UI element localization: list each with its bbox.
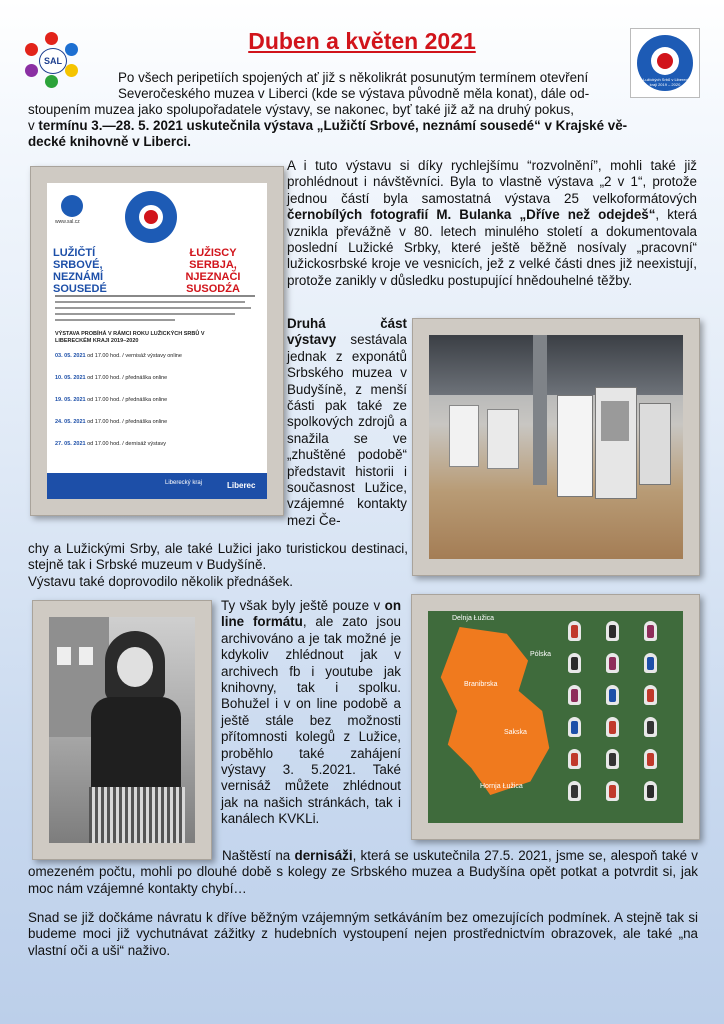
poster-program-date: 19. 05. 2021 <box>55 397 88 403</box>
page-title: Duben a květen 2021 <box>248 28 476 54</box>
intro-prefix: v <box>28 118 39 133</box>
poster-program <box>55 353 225 463</box>
poster-program-row <box>55 397 225 404</box>
poster-footer-right: Liberec <box>227 481 256 490</box>
exhibition-image <box>429 335 683 559</box>
costume-figure <box>644 781 657 801</box>
section-6-text: Snad se již dočkáme návratu k dříve běžným vzájemným setkáváním bez omezujících podmínek. A stejně tak si budeme moci již vychutnávat zážitky z hudebních vystoupení nejen prostřednictvím obrazovek, ale také „na vlastní oči a uši“ naživo. <box>28 910 698 958</box>
poster-website: www.sal.cz <box>55 219 80 225</box>
map-label-bottom: Hornja Łužica <box>480 783 523 790</box>
s3-text-3: chy a Lužickými Srby, ale také Lužici jako turistickou destinaci, stejně tak i Srbské muzeum v Budyšíně. <box>28 541 408 573</box>
poster-program-text: od 17.00 hod. / vernisáž výstavy online <box>87 353 182 359</box>
costume-figure <box>606 717 619 737</box>
costume-figure <box>606 749 619 769</box>
poster-rok-logo <box>125 191 177 243</box>
portrait-photo <box>32 600 212 860</box>
s5-text-3: , která se uskutečnila 27.5. 2021, jsme se, alespoň také v omezeném počtu, mohli po dlouhé době s kolegy ze Srbského muzea a Budyšína opět potkat a potvrdit si, jak moc nám vzájemné kontakty chybí… <box>28 848 699 896</box>
poster-sal-logo-icon <box>61 195 83 217</box>
poster-program-date: 03. 05. 2021 <box>55 353 88 359</box>
poster-program-text: od 17.00 hod. / přednáška online <box>87 397 168 403</box>
portrait-image <box>49 617 195 843</box>
poster-program-text: od 17.00 hod. / dernisáž výstavy <box>87 441 167 447</box>
costume-figures <box>564 617 680 817</box>
s4-text-3: , ale zato jsou archivováno a je tak možné je kdykoliv zhlédnout jak v archivech fb i youtube jak knihovny, tak i spolku. Bohužel i v on line podobě a ještě stále bez možnosti přítomnosti kolegů z Lužice, proběhlo také zahájení výstavy 3. 5.2021. Také vernisáž můžete zhlédnout jak na našich stránkách, tak i kanálech KVKLi. <box>221 614 401 827</box>
costume-figure <box>568 621 581 641</box>
poster-program-row <box>55 353 225 360</box>
poster-program-text: od 17.00 hod. / přednáška online <box>87 419 168 425</box>
poster-program-row <box>55 419 225 426</box>
intro-bold: termínu 3.—28. 5. 2021 uskutečnila výstava „Lužičtí Srbové, neznámí sousedé“ v Krajské vě- <box>38 118 628 133</box>
s5-text-1: Naštěstí na <box>222 848 295 863</box>
intro-line-3: stoupením muzea jako spolupořadatele výstavy, se nakonec, byť také již až na druhý pokus, <box>28 102 574 117</box>
map-photo <box>411 594 700 840</box>
poster-title-cz: LUŽIČTÍ SRBOVÉ, NEZNÁMÍ SOUSEDÉ <box>53 247 107 295</box>
s3-text-4: Výstavu také doprovodilo několik přednášek. <box>28 573 293 589</box>
s4-text-1: Ty však byly ještě pouze v <box>221 598 385 613</box>
costume-figure <box>606 685 619 705</box>
s3-bold: Druhá část výstavy <box>287 316 407 348</box>
poster-program-row <box>55 375 225 382</box>
costume-figure <box>606 653 619 673</box>
poster-footer-mid: Liberecký kraj <box>165 480 203 486</box>
section-4-text <box>221 598 401 828</box>
costume-figure <box>644 749 657 769</box>
intro-line-4 <box>28 118 718 134</box>
exhibition-photo <box>412 318 700 576</box>
intro-bold-2: decké knihovně v Liberci. <box>28 134 191 149</box>
poster-footer <box>47 473 267 499</box>
intro-line-5 <box>28 134 708 150</box>
map-label-pl: Pólska <box>530 651 552 658</box>
costume-figure <box>644 621 657 641</box>
section-5-text <box>28 848 698 897</box>
costume-figure <box>568 781 581 801</box>
costume-figure <box>568 749 581 769</box>
poster-program-date: 24. 05. 2021 <box>55 419 88 425</box>
section-3-cont <box>28 541 408 590</box>
s4-bold: on line formátu <box>221 598 401 630</box>
poster-subtitle: VÝSTAVA PROBÍHÁ V RÁMCI ROKU LUŽICKÝCH SRBŮ V LIBERECKÉM KRAJI 2019–2020 <box>55 331 205 344</box>
logo-dot-yellow <box>65 64 78 77</box>
s3-text-2: sestávala jednak z exponátů Srbského muzea v Budyšíně, z menší části pak také ze spolkových zdrojů a snažila se ve „zhuštěné podobě“ představit historii i současnost Lužice, vzájemné kontakty mezi Če- <box>287 332 407 528</box>
costume-figure <box>568 653 581 673</box>
intro-line-1: Po všech peripetiích spojených ať již s několikrát posunutým termínem otevření <box>118 70 589 85</box>
costume-figure <box>606 621 619 641</box>
poster-image <box>47 183 267 499</box>
poster-program-row <box>55 441 225 448</box>
section-2-text <box>287 158 697 289</box>
logo-dot-green <box>45 75 58 88</box>
s2-bold: černobílých fotografií M. Bulanka „Dříve než odejdeš“ <box>287 207 656 223</box>
poster-title-hsb: ŁUŽISCY SERBJA, NJEZNAČI SUSODŹA <box>185 247 241 295</box>
costume-figure <box>644 717 657 737</box>
costume-figure <box>644 653 657 673</box>
logo-dot-purple <box>25 64 38 77</box>
map-label-top: Delnja Łužica <box>452 615 495 622</box>
rok-logo-emblem <box>657 53 673 69</box>
s2-text-3: , která vznikla převážně v 80. letech minulého století a dokumentovala poslední Lužické Srbky, které ještě běžně nosívaly „pracovní“ lužickosrbské kroje ve vesnicích, jež z velké části dnes již neexistují, protože zanikly v důsledku postupující hnědouhelné těžby. <box>287 207 697 288</box>
map-image <box>428 611 683 823</box>
poster-program-text: od 17.00 hod. / přednáška online <box>87 375 168 381</box>
costume-figure <box>568 717 581 737</box>
s5-bold: dernisáži <box>294 848 353 863</box>
costume-figure <box>606 781 619 801</box>
s2-text-1: A i tuto výstavu si díky rychlejšímu “rozvolnění”, mohli také již prohlédnout i návštěvníci. Byla to vlastně výstava „2 v 1“, protože jednou částí byla samostatná výstava 25 velkoformátových <box>287 158 697 206</box>
costume-figure <box>568 685 581 705</box>
rok-logo-text: Rok Lužických Srbů v Libereckém kraji 2019 – 2020 <box>634 77 696 87</box>
poster-program-date: 10. 05. 2021 <box>55 375 88 381</box>
poster-program-date: 27. 05. 2021 <box>55 441 88 447</box>
poster-photo <box>30 166 284 516</box>
map-label-sakska: Sakska <box>504 729 527 736</box>
intro-line-2: Severočeského muzea v Liberci (kde se výstava původně měla konat), dále od- <box>118 86 590 101</box>
costume-figure <box>644 685 657 705</box>
logo-center: SAL <box>39 48 67 74</box>
rok-logo <box>630 28 700 98</box>
section-3-text <box>287 316 407 529</box>
map-label-branibor: Branibrska <box>464 681 498 688</box>
